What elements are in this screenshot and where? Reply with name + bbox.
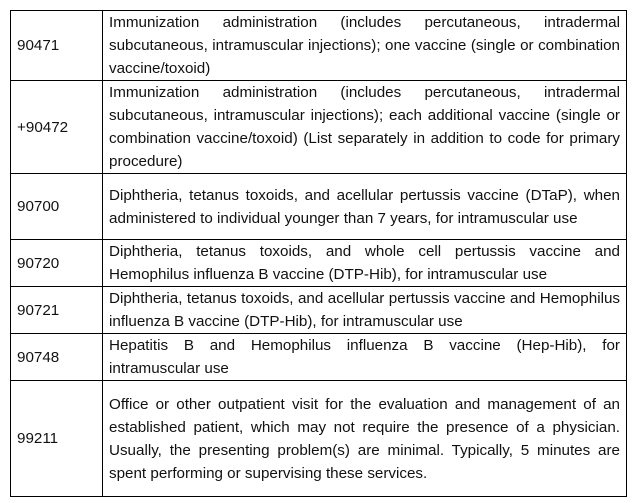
- description-cell: Immunization administration (includes percutaneous, intradermal subcutaneous, intramuscular injections); one vaccine (single or combination vaccine/toxoid): [103, 11, 627, 81]
- code-cell: 90720: [11, 240, 103, 287]
- description-cell: Office or other outpatient visit for the evaluation and management of an established patient, which may not require the presence of a physician. Usually, the presenting problem(s) are minimal. Typically, 5 minutes are spent performing or supervising these services.: [103, 381, 627, 497]
- table-row: [11, 174, 627, 240]
- table-row: [11, 11, 627, 81]
- table-row: [11, 334, 627, 381]
- table-row: [11, 381, 627, 497]
- description-cell: Hepatitis B and Hemophilus influenza B vaccine (Hep-Hib), for intramuscular use: [103, 334, 627, 381]
- code-cell: 90748: [11, 334, 103, 381]
- description-cell: Diphtheria, tetanus toxoids, and acellular pertussis vaccine and Hemophilus influenza B vaccine (DTP-Hib), for intramuscular use: [103, 287, 627, 334]
- table-row: [11, 287, 627, 334]
- code-cell: 90471: [11, 11, 103, 81]
- code-cell: +90472: [11, 81, 103, 174]
- code-cell: 99211: [11, 381, 103, 497]
- table-row: [11, 240, 627, 287]
- code-cell: 90721: [11, 287, 103, 334]
- cpt-code-table: [10, 10, 627, 497]
- description-cell: Diphtheria, tetanus toxoids, and whole cell pertussis vaccine and Hemophilus influenza B vaccine (DTP-Hib), for intramuscular use: [103, 240, 627, 287]
- description-cell: Immunization administration (includes percutaneous, intradermal subcutaneous, intramuscular injections); each additional vaccine (single or combination vaccine/toxoid) (List separately in addition to code for primary procedure): [103, 81, 627, 174]
- table-row: [11, 81, 627, 174]
- description-cell: Diphtheria, tetanus toxoids, and acellular pertussis vaccine (DTaP), when administered to individual younger than 7 years, for intramuscular use: [103, 174, 627, 240]
- code-cell: 90700: [11, 174, 103, 240]
